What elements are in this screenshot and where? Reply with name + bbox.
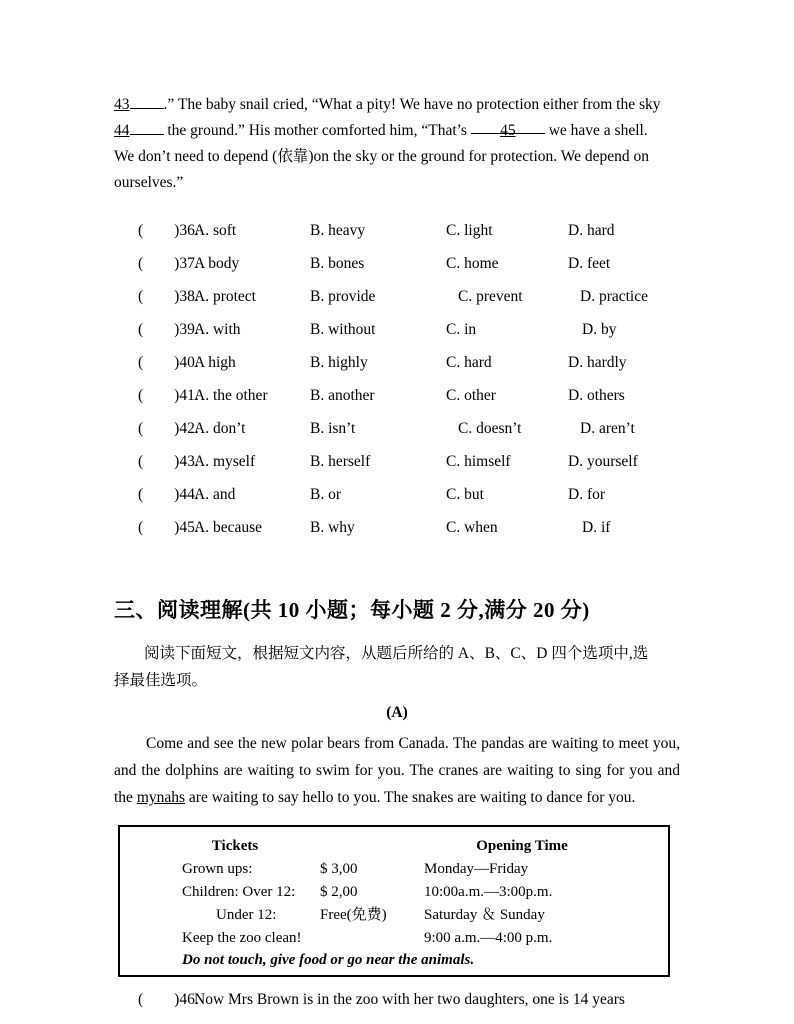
ticket-warning-note: Do not touch, give food or go near the animals.: [182, 952, 475, 968]
cloze-line4: ourselves.”: [114, 174, 184, 191]
option-36-b[interactable]: B. heavy: [310, 222, 366, 239]
ticket-row-children: [120, 881, 668, 904]
blank-line-45: [471, 118, 545, 139]
answer-bracket-40[interactable]: ( )40.: [138, 354, 199, 371]
option-40-a[interactable]: A high: [194, 354, 236, 371]
page-content: [114, 92, 680, 1009]
option-41-b[interactable]: B. another: [310, 387, 375, 404]
cloze-line1-text: .” The baby snail cried, “What a pity! We have no protection either from the sky: [163, 96, 661, 113]
ticket-left-2: [120, 881, 410, 904]
opening-time-1: Monday—Friday: [424, 861, 529, 877]
option-36-c[interactable]: C. light: [446, 222, 493, 239]
option-45-b[interactable]: B. why: [310, 519, 355, 536]
blank-number-44: 44: [114, 122, 130, 139]
ticket-header-row: [120, 835, 668, 858]
ticket-label-4: Keep the zoo clean!: [182, 930, 302, 946]
answer-bracket-38[interactable]: ( )38.: [138, 288, 199, 305]
cloze-passage-text: [114, 92, 680, 196]
option-37-c[interactable]: C. home: [446, 255, 499, 272]
answer-bracket-44[interactable]: ( )44.: [138, 486, 199, 503]
option-37-d[interactable]: D. feet: [568, 255, 611, 272]
option-38-b[interactable]: B. provide: [310, 288, 376, 305]
option-row-43[interactable]: [138, 453, 680, 486]
opening-time-3: Saturday ＆ Sunday: [424, 907, 545, 923]
option-36-d[interactable]: D. hard: [568, 222, 615, 239]
ticket-row-grownups: [120, 858, 668, 881]
answer-bracket-37[interactable]: ( )37.: [138, 255, 199, 272]
blank-number-45: 45: [500, 122, 516, 139]
option-41-a[interactable]: A. the other: [194, 387, 268, 404]
ticket-left-3: [120, 904, 410, 927]
passage-label-a: (A): [386, 704, 408, 721]
section-instructions: [114, 640, 680, 694]
option-43-a[interactable]: A. myself: [194, 453, 256, 470]
answer-bracket-39[interactable]: ( )39.: [138, 321, 199, 338]
cloze-options-list: [138, 222, 680, 552]
ticket-price-1: $ 3,00: [320, 861, 358, 877]
answer-bracket-43[interactable]: ( )43.: [138, 453, 199, 470]
ticket-info-box: [118, 825, 670, 977]
opening-time-4: 9:00 a.m.—4:00 p.m.: [424, 930, 553, 946]
answer-bracket-46[interactable]: ( )46.: [138, 991, 199, 1008]
blank-line-44: [130, 119, 164, 135]
option-row-37[interactable]: [138, 255, 680, 288]
option-row-36[interactable]: [138, 222, 680, 255]
option-45-a[interactable]: A. because: [194, 519, 262, 536]
option-44-c[interactable]: C. but: [446, 486, 484, 503]
option-40-d[interactable]: D. hardly: [568, 354, 627, 371]
answer-bracket-36[interactable]: ( )36.: [138, 222, 199, 239]
option-row-44[interactable]: [138, 486, 680, 519]
answer-bracket-41[interactable]: ( )41.: [138, 387, 199, 404]
ticket-label-1: Grown ups:: [182, 861, 253, 877]
option-41-c[interactable]: C. other: [446, 387, 496, 404]
option-row-38[interactable]: [138, 288, 680, 321]
option-39-a[interactable]: A. with: [194, 321, 241, 338]
blank-number-43: 43: [114, 96, 130, 113]
option-36-a[interactable]: A. soft: [194, 222, 237, 239]
answer-bracket-42[interactable]: ( )42.: [138, 420, 199, 437]
opening-time-header: Opening Time: [476, 838, 568, 854]
option-row-45[interactable]: [138, 519, 680, 552]
option-42-d[interactable]: D. aren’t: [580, 420, 635, 437]
option-44-b[interactable]: B. or: [310, 486, 341, 503]
passage-a-seg1: Come and see the new polar bears from Canada. The pandas are waiting to meet you, and the dolphins are waiting to swim for you. The cranes are waiting to sing for you and the: [114, 735, 680, 806]
passage-a-underlined-word: mynahs: [136, 789, 186, 806]
ticket-price-2: $ 2,00: [320, 884, 358, 900]
option-37-b[interactable]: B. bones: [310, 255, 365, 272]
option-row-40[interactable]: [138, 354, 680, 387]
ticket-label-2: Children: Over 12:: [182, 884, 296, 900]
instructions-line2: 择最佳选项。: [114, 672, 208, 689]
option-39-b[interactable]: B. without: [310, 321, 376, 338]
cloze-line2-text: the ground.” His mother comforted him, “That’s: [167, 122, 467, 139]
option-43-b[interactable]: B. herself: [310, 453, 371, 470]
option-39-d[interactable]: D. by: [582, 321, 617, 338]
option-row-39[interactable]: [138, 321, 680, 354]
tickets-header: Tickets: [211, 838, 259, 854]
option-39-c[interactable]: C. in: [446, 321, 477, 338]
cloze-line2-end: we have a shell.: [548, 122, 648, 139]
passage-a-text: [114, 730, 680, 811]
option-42-c[interactable]: C. doesn’t: [458, 420, 522, 437]
option-40-c[interactable]: C. hard: [446, 354, 492, 371]
blank-line-43: [130, 93, 164, 109]
answer-bracket-45[interactable]: ( )45.: [138, 519, 199, 536]
option-38-c[interactable]: C. prevent: [458, 288, 523, 305]
ticket-price-3: Free(免费): [320, 907, 387, 923]
option-45-d[interactable]: D. if: [582, 519, 611, 536]
option-44-d[interactable]: D. for: [568, 486, 606, 503]
option-38-d[interactable]: D. practice: [580, 288, 648, 305]
option-43-c[interactable]: C. himself: [446, 453, 511, 470]
section-heading-reading: 三、阅读理解(共 10 小题；每小题 2 分,满分 20 分): [114, 598, 590, 622]
option-row-41[interactable]: [138, 387, 680, 420]
option-43-d[interactable]: D. yourself: [568, 453, 638, 470]
option-45-c[interactable]: C. when: [446, 519, 498, 536]
instructions-line1: 阅读下面短文，根据短文内容，从题后所给的 A、B、C、D 四个选项中,选: [144, 645, 649, 662]
ticket-left-1: [120, 858, 410, 881]
passage-a-seg2: are waiting to say hello to you. The snakes are waiting to dance for you.: [185, 789, 636, 806]
option-42-a[interactable]: A. don’t: [194, 420, 246, 437]
option-41-d[interactable]: D. others: [568, 387, 625, 404]
option-38-a[interactable]: A. protect: [194, 288, 256, 305]
opening-time-2: 10:00a.m.—3:00p.m.: [424, 884, 553, 900]
ticket-label-3: Under 12:: [216, 907, 277, 923]
ticket-row-under12: [120, 904, 668, 927]
option-44-a[interactable]: A. and: [194, 486, 236, 503]
ticket-row-keepclean: [120, 927, 668, 950]
option-40-b[interactable]: B. highly: [310, 354, 368, 371]
question-row-46[interactable]: [138, 991, 680, 1009]
question-46-text: Now Mrs Brown is in the zoo with her two daughters, one is 14 years: [194, 991, 625, 1008]
option-37-a[interactable]: A body: [194, 255, 240, 272]
option-42-b[interactable]: B. isn’t: [310, 420, 356, 437]
option-row-42[interactable]: [138, 420, 680, 453]
cloze-line3: We don’t need to depend (依靠)on the sky or the ground for protection. We depend on: [114, 148, 649, 165]
ticket-left-4: [120, 927, 410, 950]
